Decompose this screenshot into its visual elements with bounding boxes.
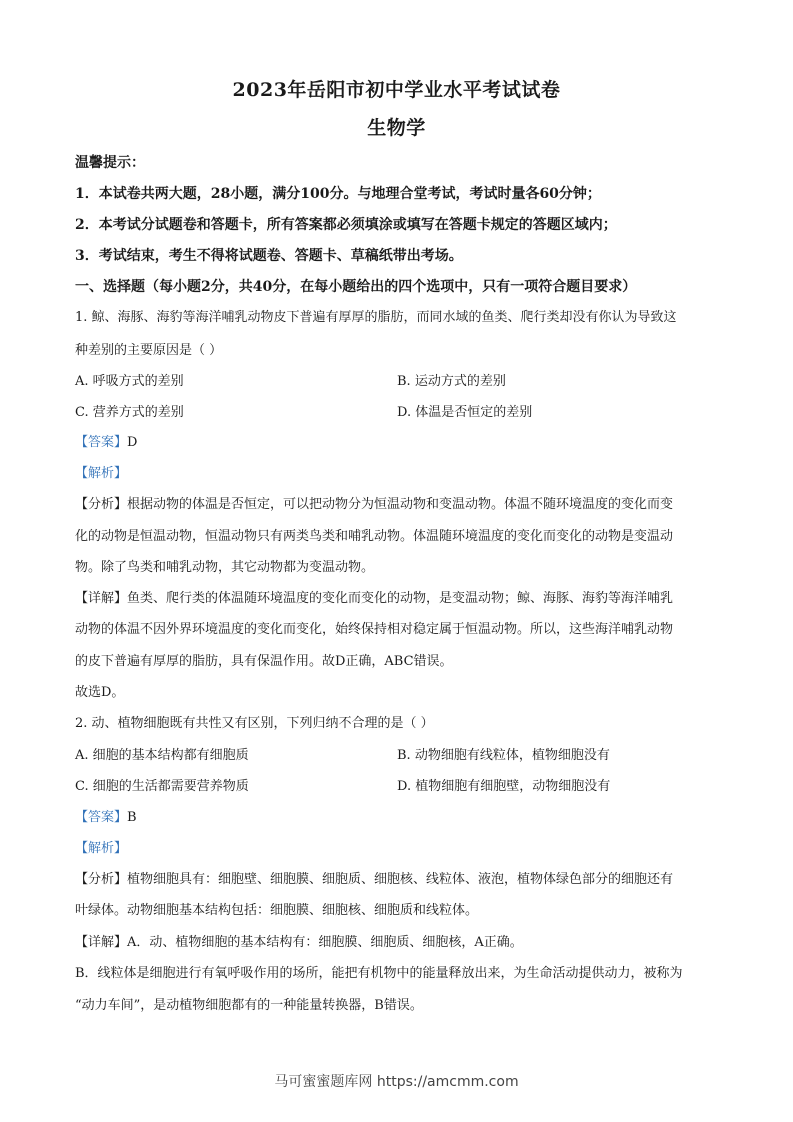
q1-option-c: C. 营养方式的差别	[75, 405, 184, 420]
q1-xiangjie-line2: 动物的体温不因外界环境温度的变化而变化，始终保持相对稳定属于恒温动物。所以，这些海洋哺乳动物	[75, 622, 674, 637]
q1-answer	[75, 431, 725, 450]
q1-fenxi-line1	[75, 493, 725, 512]
notice-item-2: 2．本考试分试题卷和答题卡，所有答案都必须填涂或填写在答题卡规定的答题区域内；	[75, 217, 617, 233]
q1-fenxi-line2: 化的动物是恒温动物，恒温动物只有两类鸟类和哺乳动物。体温随环境温度的变化而变化的动物是变温动	[75, 529, 674, 544]
footer-watermark-link[interactable]: 马可蜜蜜题库网 https://amcmm.com	[274, 1074, 519, 1090]
q1-option-b: B. 运动方式的差别	[397, 374, 506, 389]
q2-option-b: B. 动物细胞有线粒体，植物细胞没有	[397, 748, 610, 763]
q2-option-a: A. 细胞的基本结构都有细胞质	[75, 748, 249, 763]
q2-xiangjie-line2: B．线粒体是细胞进行有氧呼吸作用的场所，能把有机物中的能量释放出来，为生命活动提供动力，被称为	[75, 966, 683, 981]
q2-option-d: D. 植物细胞有细胞壁，动物细胞没有	[397, 779, 611, 794]
q2-option-c: C. 细胞的生活都需要营养物质	[75, 779, 249, 794]
q2-xiangjie-text1: A．动、植物细胞的基本结构有：细胞膜、细胞质、细胞核，A正确。	[127, 935, 523, 950]
notice-item-3: 3．考试结束，考生不得将试题卷、答题卡、草稿纸带出考场。	[75, 248, 463, 264]
q1-option-d: D. 体温是否恒定的差别	[397, 405, 533, 420]
q1-conclusion: 故选D。	[75, 685, 125, 700]
q2-analysis-tag: 【解析】	[75, 841, 128, 856]
q1-analysis-tag: 【解析】	[75, 466, 128, 481]
q1-xiangjie-text1: 鱼类、爬行类的体温随环境温度的变化而变化的动物，是变温动物；鲸、海豚、海豹等海洋哺乳	[127, 591, 674, 606]
q1-answer-tag: 【答案】	[75, 435, 128, 450]
section-title: 一、选择题（每小题2分，共40分，在每小题给出的四个选项中，只有一项符合题目要求）	[75, 279, 637, 295]
q2-xiangjie-tag: 【详解】	[75, 935, 128, 950]
exam-title: 2023年岳阳市初中学业水平考试试卷	[232, 79, 561, 101]
q2-analysis-heading	[75, 837, 725, 856]
q1-fenxi-line3: 物。除了鸟类和哺乳动物，其它动物都为变温动物。	[75, 560, 375, 575]
notice-heading: 温馨提示：	[75, 155, 145, 171]
q1-analysis-heading	[75, 462, 725, 481]
q1-xiangjie-line3: 的皮下普遍有厚厚的脂肪，具有保温作用。故D正确，ABC错误。	[75, 654, 453, 669]
q2-answer-tag: 【答案】	[75, 810, 128, 825]
q2-fenxi-line1	[75, 868, 725, 887]
q2-fenxi-text1: 植物细胞具有：细胞壁、细胞膜、细胞质、细胞核、线粒体、液泡，植物体绿色部分的细胞还有	[127, 872, 674, 887]
q2-fenxi-tag: 【分析】	[75, 872, 128, 887]
q1-stem-line2: 种差别的主要原因是（ ）	[75, 343, 223, 358]
q1-option-a: A. 呼吸方式的差别	[75, 374, 184, 389]
notice-item-1: 1．本试卷共两大题，28小题，满分100分。与地理合堂考试，考试时量各60分钟；	[75, 186, 601, 202]
q2-fenxi-line2: 叶绿体。动物细胞基本结构包括：细胞膜、细胞核、细胞质和线粒体。	[75, 903, 479, 918]
q1-fenxi-tag: 【分析】	[75, 497, 128, 512]
q2-answer	[75, 806, 725, 825]
q2-xiangjie-line1	[75, 931, 725, 950]
q2-answer-value: B	[127, 810, 137, 825]
q2-stem: 2. 动、植物细胞既有共性又有区别，下列归纳不合理的是（ ）	[75, 716, 434, 731]
q1-stem-line1: 1. 鲸、海豚、海豹等海洋哺乳动物皮下普遍有厚厚的脂肪，而同水域的鱼类、爬行类却没有你认为导致这	[75, 310, 677, 325]
subject-title: 生物学	[367, 117, 426, 139]
q1-answer-value: D	[127, 435, 138, 450]
q1-xiangjie-line1	[75, 587, 725, 606]
q1-fenxi-text1: 根据动物的体温是否恒定，可以把动物分为恒温动物和变温动物。体温不随环境温度的变化而变	[127, 497, 674, 512]
q2-xiangjie-line3: “动力车间”，是动植物细胞都有的一种能量转换器，B错误。	[75, 998, 423, 1013]
q1-xiangjie-tag: 【详解】	[75, 591, 128, 606]
